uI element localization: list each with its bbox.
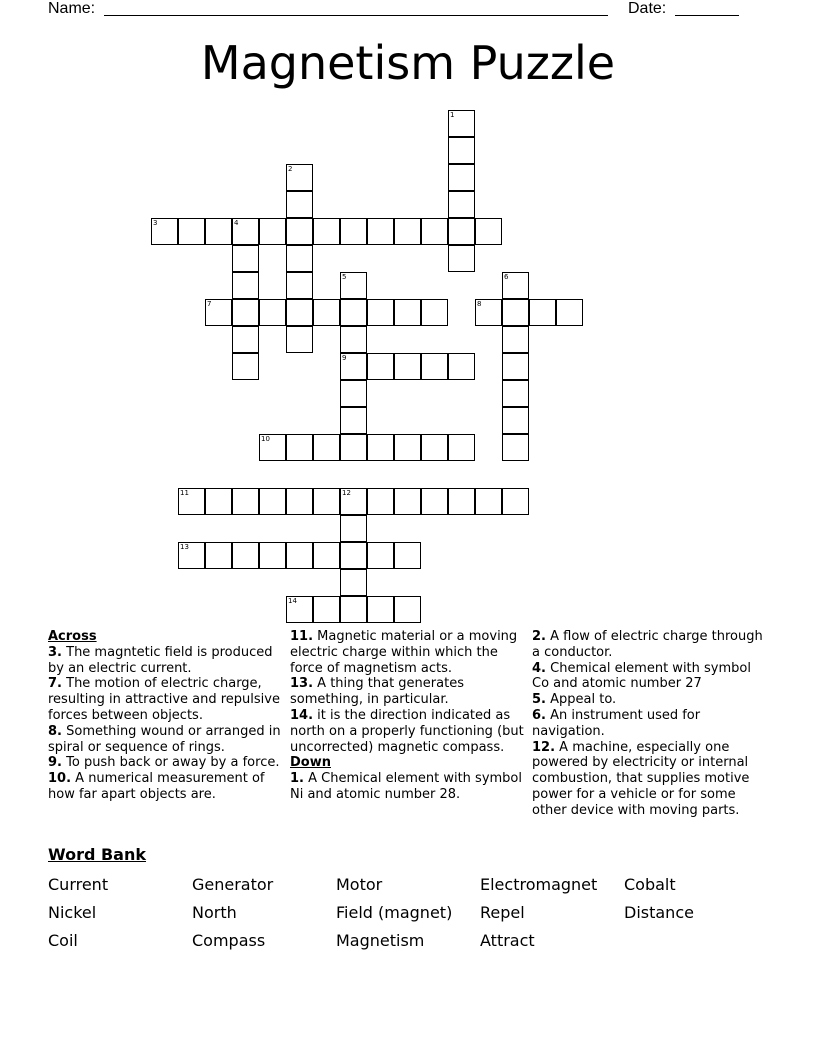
word-bank-item: Current bbox=[48, 875, 109, 894]
word-bank-item: Repel bbox=[480, 903, 525, 922]
name-blank-line[interactable] bbox=[104, 15, 608, 16]
crossword-cell[interactable] bbox=[286, 434, 313, 461]
crossword-cell[interactable] bbox=[340, 596, 367, 623]
clue-number: 5 bbox=[342, 273, 347, 281]
crossword-cell[interactable] bbox=[178, 218, 205, 245]
crossword-cell[interactable] bbox=[502, 488, 529, 515]
crossword-cell[interactable] bbox=[475, 218, 502, 245]
across-heading: Across bbox=[48, 629, 97, 644]
crossword-cell[interactable] bbox=[340, 299, 367, 326]
crossword-cell[interactable] bbox=[232, 542, 259, 569]
crossword-cell[interactable] bbox=[448, 191, 475, 218]
word-bank-item: Cobalt bbox=[624, 875, 676, 894]
crossword-cell[interactable] bbox=[367, 488, 394, 515]
crossword-cell[interactable] bbox=[340, 407, 367, 434]
crossword-cell[interactable] bbox=[448, 218, 475, 245]
clue-number: 12 bbox=[342, 489, 351, 497]
crossword-cell[interactable] bbox=[529, 299, 556, 326]
crossword-cell[interactable] bbox=[367, 299, 394, 326]
crossword-cell[interactable] bbox=[367, 353, 394, 380]
clue-across-10: 10. A numerical measurement of how far apart objects are. bbox=[48, 771, 265, 802]
crossword-cell[interactable] bbox=[286, 488, 313, 515]
crossword-cell[interactable] bbox=[286, 326, 313, 353]
crossword-cell[interactable] bbox=[340, 272, 367, 299]
crossword-cell[interactable] bbox=[313, 488, 340, 515]
crossword-cell[interactable] bbox=[394, 596, 421, 623]
header bbox=[48, 0, 748, 20]
crossword-cell[interactable] bbox=[340, 218, 367, 245]
crossword-cell[interactable] bbox=[232, 326, 259, 353]
word-bank-item: Distance bbox=[624, 903, 694, 922]
clue-number: 14 bbox=[288, 597, 297, 605]
crossword-cell[interactable] bbox=[286, 164, 313, 191]
clue-down-4: 4. Chemical element with symbol Co and atomic number 27 bbox=[532, 660, 751, 692]
crossword-cell[interactable] bbox=[421, 218, 448, 245]
down-heading: Down bbox=[290, 755, 331, 771]
crossword-cell[interactable] bbox=[340, 515, 367, 542]
crossword-cell[interactable] bbox=[232, 218, 259, 245]
word-bank-item: Motor bbox=[336, 875, 383, 894]
crossword-cell[interactable] bbox=[286, 218, 313, 245]
crossword-cell[interactable] bbox=[448, 434, 475, 461]
word-bank-item: Attract bbox=[480, 931, 535, 950]
word-bank-item: Coil bbox=[48, 931, 78, 950]
page-title: Magnetism Puzzle bbox=[200, 36, 616, 90]
crossword-cell[interactable] bbox=[286, 299, 313, 326]
crossword-cell[interactable] bbox=[394, 434, 421, 461]
clue-across-8: 8. Something wound or arranged in spiral or sequence of rings. bbox=[48, 723, 281, 755]
crossword-cell[interactable] bbox=[448, 353, 475, 380]
clue-number: 2 bbox=[288, 165, 293, 173]
word-bank-item: Magnetism bbox=[336, 931, 425, 950]
crossword-cell[interactable] bbox=[394, 488, 421, 515]
word-bank-item: Field (magnet) bbox=[336, 903, 453, 922]
crossword-cell[interactable] bbox=[259, 218, 286, 245]
crossword-cell[interactable] bbox=[502, 299, 529, 326]
clue-across-14: 14. it is the direction indicated as north on a properly functioning (but uncorrected) magnetic compass. bbox=[290, 707, 524, 755]
word-bank-item: Nickel bbox=[48, 903, 97, 922]
crossword-cell[interactable] bbox=[286, 191, 313, 218]
clue-number: 1 bbox=[450, 111, 455, 119]
clue-down-6: 6. An instrument used for navigation. bbox=[532, 707, 701, 739]
clue-down-5: 5. Appeal to. bbox=[532, 692, 617, 708]
crossword-cell[interactable] bbox=[151, 218, 178, 245]
crossword-cell[interactable] bbox=[394, 542, 421, 569]
crossword-cell[interactable] bbox=[232, 299, 259, 326]
crossword-cell[interactable] bbox=[205, 488, 232, 515]
word-bank-item: Generator bbox=[192, 875, 274, 894]
crossword-cell[interactable] bbox=[178, 542, 205, 569]
name-label: Name: bbox=[48, 0, 96, 17]
crossword-cell[interactable] bbox=[232, 245, 259, 272]
crossword-cell[interactable] bbox=[232, 353, 259, 380]
clue-number: 3 bbox=[153, 219, 158, 227]
crossword-cell[interactable] bbox=[502, 326, 529, 353]
clue-across-13: 13. A thing that generates something, in particular. bbox=[290, 676, 464, 708]
crossword-cell[interactable] bbox=[313, 542, 340, 569]
clue-across-9: 9. To push back or away by a force. bbox=[48, 755, 280, 771]
word-bank-item: North bbox=[192, 903, 237, 922]
crossword-cell[interactable] bbox=[340, 326, 367, 353]
crossword-cell[interactable] bbox=[367, 542, 394, 569]
crossword-cell[interactable] bbox=[232, 488, 259, 515]
crossword-cell[interactable] bbox=[340, 488, 367, 515]
crossword-cell[interactable] bbox=[340, 380, 367, 407]
clue-down-1: 1. A Chemical element with symbol Ni and atomic number 28. bbox=[290, 771, 522, 802]
clue-across-11: 11. Magnetic material or a moving electric charge within which the force of magnetism acts. bbox=[290, 629, 518, 676]
crossword-cell[interactable] bbox=[448, 164, 475, 191]
crossword-cell[interactable] bbox=[367, 434, 394, 461]
date-label: Date: bbox=[628, 0, 667, 17]
crossword-cell[interactable] bbox=[448, 488, 475, 515]
clue-number: 4 bbox=[234, 219, 239, 227]
crossword-cell[interactable] bbox=[394, 218, 421, 245]
crossword-cell[interactable] bbox=[313, 299, 340, 326]
clue-number: 6 bbox=[504, 273, 509, 281]
clue-across-3: 3. The magntetic field is produced by an electric current. bbox=[48, 644, 273, 676]
crossword-cell[interactable] bbox=[394, 299, 421, 326]
clues-column-2 bbox=[290, 629, 524, 803]
crossword-cell[interactable] bbox=[286, 542, 313, 569]
crossword-cell[interactable] bbox=[556, 299, 583, 326]
crossword-cell[interactable] bbox=[502, 407, 529, 434]
crossword-cell[interactable] bbox=[421, 488, 448, 515]
crossword-cell[interactable] bbox=[475, 299, 502, 326]
clue-down-2: 2. A flow of electric charge through a conductor. bbox=[532, 629, 763, 660]
crossword-cell[interactable] bbox=[259, 488, 286, 515]
crossword-cell[interactable] bbox=[286, 272, 313, 299]
word-bank-item: Compass bbox=[192, 931, 266, 950]
crossword-cell[interactable] bbox=[286, 245, 313, 272]
clue-number: 7 bbox=[207, 300, 212, 308]
crossword-cell[interactable] bbox=[340, 353, 367, 380]
crossword-cell[interactable] bbox=[286, 596, 313, 623]
crossword-cell[interactable] bbox=[502, 272, 529, 299]
crossword-cell[interactable] bbox=[313, 218, 340, 245]
crossword-cell[interactable] bbox=[313, 596, 340, 623]
clue-number: 9 bbox=[342, 354, 347, 362]
clues-column-1 bbox=[48, 629, 284, 803]
crossword-cell[interactable] bbox=[259, 299, 286, 326]
crossword-cell[interactable] bbox=[178, 488, 205, 515]
crossword-cell[interactable] bbox=[205, 218, 232, 245]
crossword-cell[interactable] bbox=[448, 110, 475, 137]
crossword-cell[interactable] bbox=[259, 434, 286, 461]
crossword-cell[interactable] bbox=[232, 272, 259, 299]
clue-down-12: 12. A machine, especially one powered by electricity or internal combustion, that supplies motive power for a vehicle or for some other device with moving parts. bbox=[532, 739, 750, 818]
crossword-cell[interactable] bbox=[367, 218, 394, 245]
crossword-cell[interactable] bbox=[205, 299, 232, 326]
crossword-cell[interactable] bbox=[367, 596, 394, 623]
crossword-cell[interactable] bbox=[502, 434, 529, 461]
crossword-cell[interactable] bbox=[340, 542, 367, 569]
crossword-cell[interactable] bbox=[421, 299, 448, 326]
crossword-cell[interactable] bbox=[421, 353, 448, 380]
word-bank-item: Electromagnet bbox=[480, 875, 598, 894]
word-bank-title: Word Bank bbox=[48, 845, 147, 864]
crossword-cell[interactable] bbox=[394, 353, 421, 380]
crossword-cell[interactable] bbox=[502, 380, 529, 407]
clues-column-3 bbox=[532, 629, 772, 819]
crossword-cell[interactable] bbox=[340, 434, 367, 461]
crossword-cell[interactable] bbox=[421, 434, 448, 461]
crossword-cell[interactable] bbox=[448, 245, 475, 272]
crossword-cell[interactable] bbox=[259, 542, 286, 569]
clue-number: 8 bbox=[477, 300, 482, 308]
crossword-cell[interactable] bbox=[205, 542, 232, 569]
crossword-cell[interactable] bbox=[340, 569, 367, 596]
clue-number: 10 bbox=[261, 435, 270, 443]
clue-number: 13 bbox=[180, 543, 189, 551]
clue-across-7: 7. The motion of electric charge, resulting in attractive and repulsive forces between objects. bbox=[48, 676, 280, 723]
crossword-cell[interactable] bbox=[313, 434, 340, 461]
crossword-cell[interactable] bbox=[475, 488, 502, 515]
crossword-cell[interactable] bbox=[502, 353, 529, 380]
crossword-cell[interactable] bbox=[448, 137, 475, 164]
date-blank-line[interactable] bbox=[675, 15, 739, 16]
clue-number: 11 bbox=[180, 489, 189, 497]
